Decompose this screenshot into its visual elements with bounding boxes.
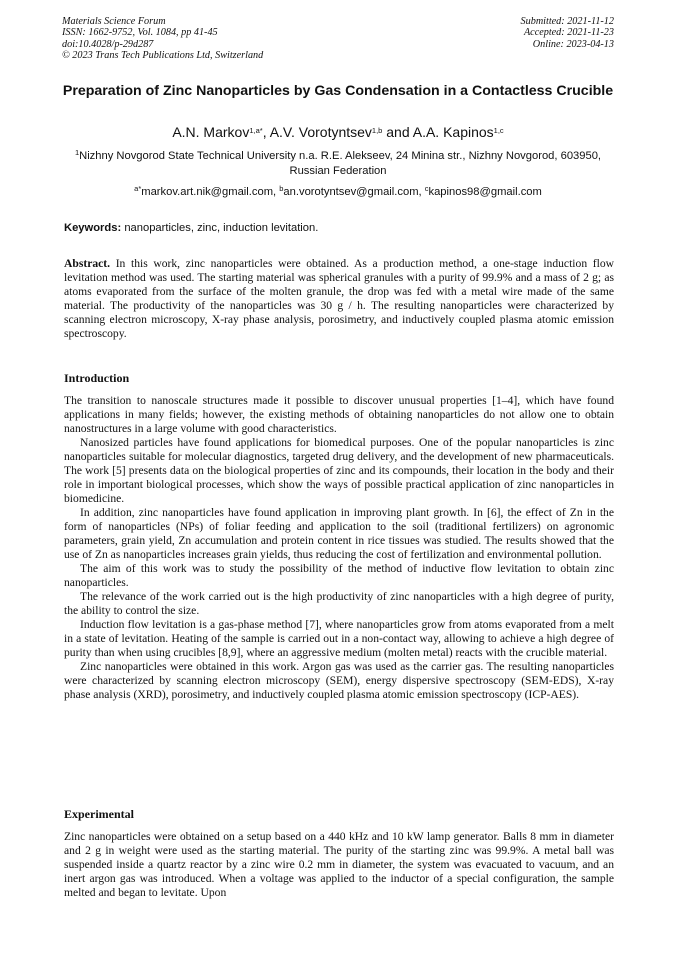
section-heading-experimental: Experimental xyxy=(64,807,134,821)
keywords-text: nanoparticles, zinc, induction levitation. xyxy=(124,222,319,234)
journal-doi: doi:10.4028/p-29d287 xyxy=(62,38,154,50)
author-affiliation-mark: 1,a* xyxy=(249,126,263,135)
email-link[interactable]: markov.art.nik@gmail.com xyxy=(141,186,274,198)
paragraph: Induction flow levitation is a gas-phase method [7], where nanoparticles grow from atoms evaporated from a melt in a state of levitation. Heating of the sample is carried out in a non-contact way, allowing to achieve a high degree of purity than when using crucibles [8,9], where an aggressive medium (molten metal) reacts with the crucible material. xyxy=(64,618,614,659)
journal-issn: ISSN: 1662-9752, Vol. 1084, pp 41-45 xyxy=(62,27,218,39)
journal-name: Materials Science Forum xyxy=(62,16,166,27)
paper-title: Preparation of Zinc Nanoparticles by Gas Condensation in a Contactless Crucible xyxy=(62,83,614,99)
abstract-label: Abstract. xyxy=(64,257,111,270)
paragraph: Zinc nanoparticles were obtained on a setup based on a 440 kHz and 10 kW lamp generator. Balls 8 mm in diameter and 2 g in weight were used as the starting material. The purity of the starting zinc was 99.9%. A metal ball was suspended inside a quartz reactor by a zinc wire 0.2 mm in diameter, the system was evacuated to vacuum, and an inert argon gas was introduced. When a voltage was applied to the inductor of a special configuration, the sample melted and began to levitate. Upon xyxy=(64,830,614,899)
paragraph: Zinc nanoparticles were obtained in this work. Argon gas was used as the carrier gas. The resulting nanoparticles were characterized by scanning electron microscopy (SEM), energy dispersive spectroscopy (SEM-EDS), X-ray phase analysis (XRD), porosimetry, and inductively coupled plasma atomic emission spectroscopy (ICP-AES). xyxy=(64,660,614,701)
author-affiliation-mark: 1,b xyxy=(371,126,383,135)
experimental-body xyxy=(64,830,614,900)
section-heading-introduction: Introduction xyxy=(64,371,130,385)
affiliation-text: Nizhny Novgorod State Technical University n.a. R.E. Alekseev, 24 Minina str., Nizhny Novgorod, 603950, Russian Federation xyxy=(79,150,602,177)
affiliation xyxy=(62,149,614,178)
submission-dates xyxy=(521,16,614,50)
paragraph: The transition to nanoscale structures made it possible to discover unusual properties [1–4], which have found applications in many fields; however, the existing methods of obtaining nanoparticles do not allow one to obtain nanostructures in a large volume with good characteristics. xyxy=(64,394,614,435)
author-name: A.A. Kapinos xyxy=(412,124,494,140)
email-link[interactable]: kapinos98@gmail.com xyxy=(428,186,542,198)
email-link[interactable]: an.vorotyntsev@gmail.com xyxy=(283,186,419,198)
keywords-label: Keywords: xyxy=(64,222,122,234)
affiliation-mark: 1 xyxy=(74,148,80,157)
submitted-date: Submitted: 2021-11-12 xyxy=(520,16,614,27)
online-date: Online: 2023-04-13 xyxy=(532,38,614,50)
author-list: A.N. Markov$^{1,a*}$, A.V. Vorotyntsev$^{1,b}$ and A.A. Kapinos$^{1,c}$ xyxy=(172,124,504,140)
paragraph: In addition, zinc nanoparticles have found application in improving plant growth. In [6], the effect of Zn in the form of nanoparticles (NPs) of foliar feeding and application to the soil (traditional fertilizers) on agronomic parameters, grain yield, Zn accumulation and protein content in rice tissues was studied. The results showed that the use of Zn as nanoparticles increases grain yields, thus reducing the cost of fertilization and environmental pollution. xyxy=(64,506,614,561)
accepted-date: Accepted: 2021-11-23 xyxy=(523,27,614,39)
abstract xyxy=(64,257,614,341)
abstract-text: In this work, zinc nanoparticles were obtained. As a production method, a one-stage induction flow levitation method was used. The starting material was spherical granules with a purity of 99.9% and a mass of 2 g; as atoms evaporated from the surface of the molten granule, the drop was fed with a metal wire made of the same material. The productivity of the nanoparticles was 30 g / h. The resulting nanoparticles were characterized by scanning electron microscopy, X-ray phase analysis, porosimetry, and inductively coupled plasma atomic emission spectroscopy. xyxy=(64,257,614,340)
author-name: A.N. Markov xyxy=(172,124,250,140)
author-name: A.V. Vorotyntsev xyxy=(269,124,372,140)
paragraph: The aim of this work was to study the possibility of the method of inductive flow levitation to obtain zinc nanoparticles. xyxy=(64,562,614,589)
journal-copyright: © 2023 Trans Tech Publications Ltd, Switzerland xyxy=(62,50,264,62)
email-list: $^{a*}$markov.art.nik@gmail.com, $^b$an.vorotyntsev@gmail.com, $^c$kapinos98@gmail.com xyxy=(134,184,542,198)
introduction-body xyxy=(64,394,614,702)
author-affiliation-mark: 1,c xyxy=(493,126,504,135)
keywords xyxy=(64,221,614,235)
paragraph: The relevance of the work carried out is the high productivity of zinc nanoparticles with a high degree of purity, the ability to control the size. xyxy=(64,590,614,617)
journal-info xyxy=(62,16,263,62)
paragraph: Nanosized particles have found applications for biomedical purposes. One of the popular nanoparticles is zinc nanoparticles suitable for molecular diagnostics, targeted drug delivery, and the development of new pharmaceuticals. The work [5] presents data on the biological properties of zinc and its compounds, their location in the body and their role in important biological processes, which show the ways of possible practical application of zinc nanoparticles in biomedicine. xyxy=(64,436,614,505)
